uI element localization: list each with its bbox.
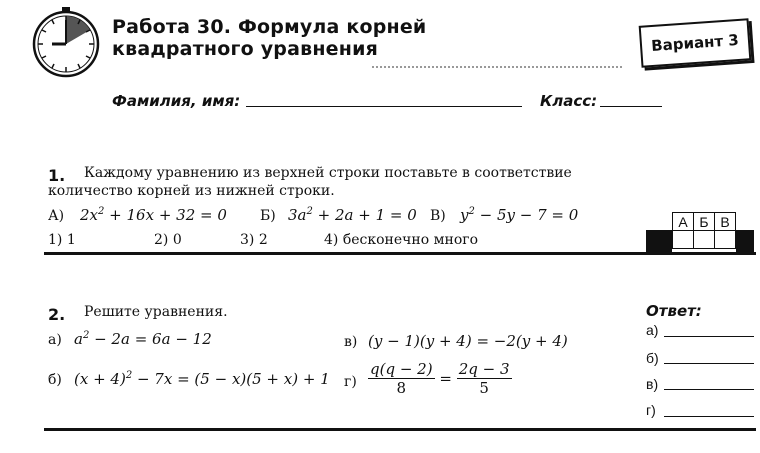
option-2: 2) 0 <box>154 232 182 248</box>
task2-label-v: в) <box>344 334 358 350</box>
eq-v: $y^2 - 5y - 7 = 0$ <box>460 206 579 224</box>
table-cell-v[interactable] <box>715 231 736 249</box>
band-right <box>736 230 754 252</box>
task1-text-line1: Каждому уравнению из верхней строки поставьте в соответствие <box>84 165 572 181</box>
divider <box>372 66 622 68</box>
eq-a: $2x^2 + 16x + 32 = 0$ <box>80 206 227 224</box>
answer-label-g: г) <box>646 402 656 418</box>
task2-eq-b: $(x + 4)^2 - 7x = (5 - x)(5 + x) + 1$ <box>74 370 330 388</box>
task1-divider <box>44 252 756 255</box>
eq-b: $3a^2 + 2a + 1 = 0$ <box>288 206 417 224</box>
table-cell-a[interactable] <box>673 231 694 249</box>
task2-label-g: г) <box>344 374 357 390</box>
answer-table <box>672 212 736 249</box>
answer-label-v: в) <box>646 376 659 392</box>
eq-a-label: А) <box>48 208 65 224</box>
table-header-a: А <box>673 213 694 231</box>
table-header-v: В <box>715 213 736 231</box>
eq-v-label: В) <box>430 208 446 224</box>
class-field[interactable] <box>600 106 662 107</box>
answer-field-a[interactable] <box>664 336 754 337</box>
task2-label-b: б) <box>48 372 62 388</box>
eq-b-label: Б) <box>260 208 276 224</box>
answer-label-b: б) <box>646 350 659 366</box>
task1-text-line2: количество корней из нижней строки. <box>48 183 335 199</box>
option-1: 1) 1 <box>48 232 76 248</box>
band-left <box>646 230 672 252</box>
page-title: Работа 30. Формула корней квадратного уравнения <box>112 16 427 60</box>
task2-text: Решите уравнения. <box>84 304 228 320</box>
answer-label-a: а) <box>646 322 659 338</box>
answer-field-b[interactable] <box>664 363 754 364</box>
answer-field-v[interactable] <box>664 389 754 390</box>
task2-divider <box>44 428 756 431</box>
task2-eq-a: $a^2 - 2a = 6a - 12$ <box>74 330 212 348</box>
name-label: Фамилия, имя: <box>112 92 241 110</box>
name-field[interactable] <box>246 106 522 107</box>
table-header-b: Б <box>694 213 715 231</box>
table-cell-b[interactable] <box>694 231 715 249</box>
option-3: 3) 2 <box>240 232 268 248</box>
class-label: Класс: <box>540 92 598 110</box>
task2-number: 2. <box>48 305 66 324</box>
task2-eq-g: $\frac{q(q - 2)}{8}$ = $\frac{2q - 3}{5}$ <box>370 360 510 397</box>
option-4: 4) бесконечно много <box>324 232 479 248</box>
task2-eq-v: (y − 1)(y + 4) = −2(y + 4) <box>368 332 568 350</box>
clock-icon <box>28 6 106 78</box>
answer-title: Ответ: <box>646 302 702 320</box>
task1-number: 1. <box>48 166 66 185</box>
task2-label-a: а) <box>48 332 62 348</box>
variant-badge: Вариант 3 <box>639 18 752 68</box>
answer-field-g[interactable] <box>664 416 754 417</box>
